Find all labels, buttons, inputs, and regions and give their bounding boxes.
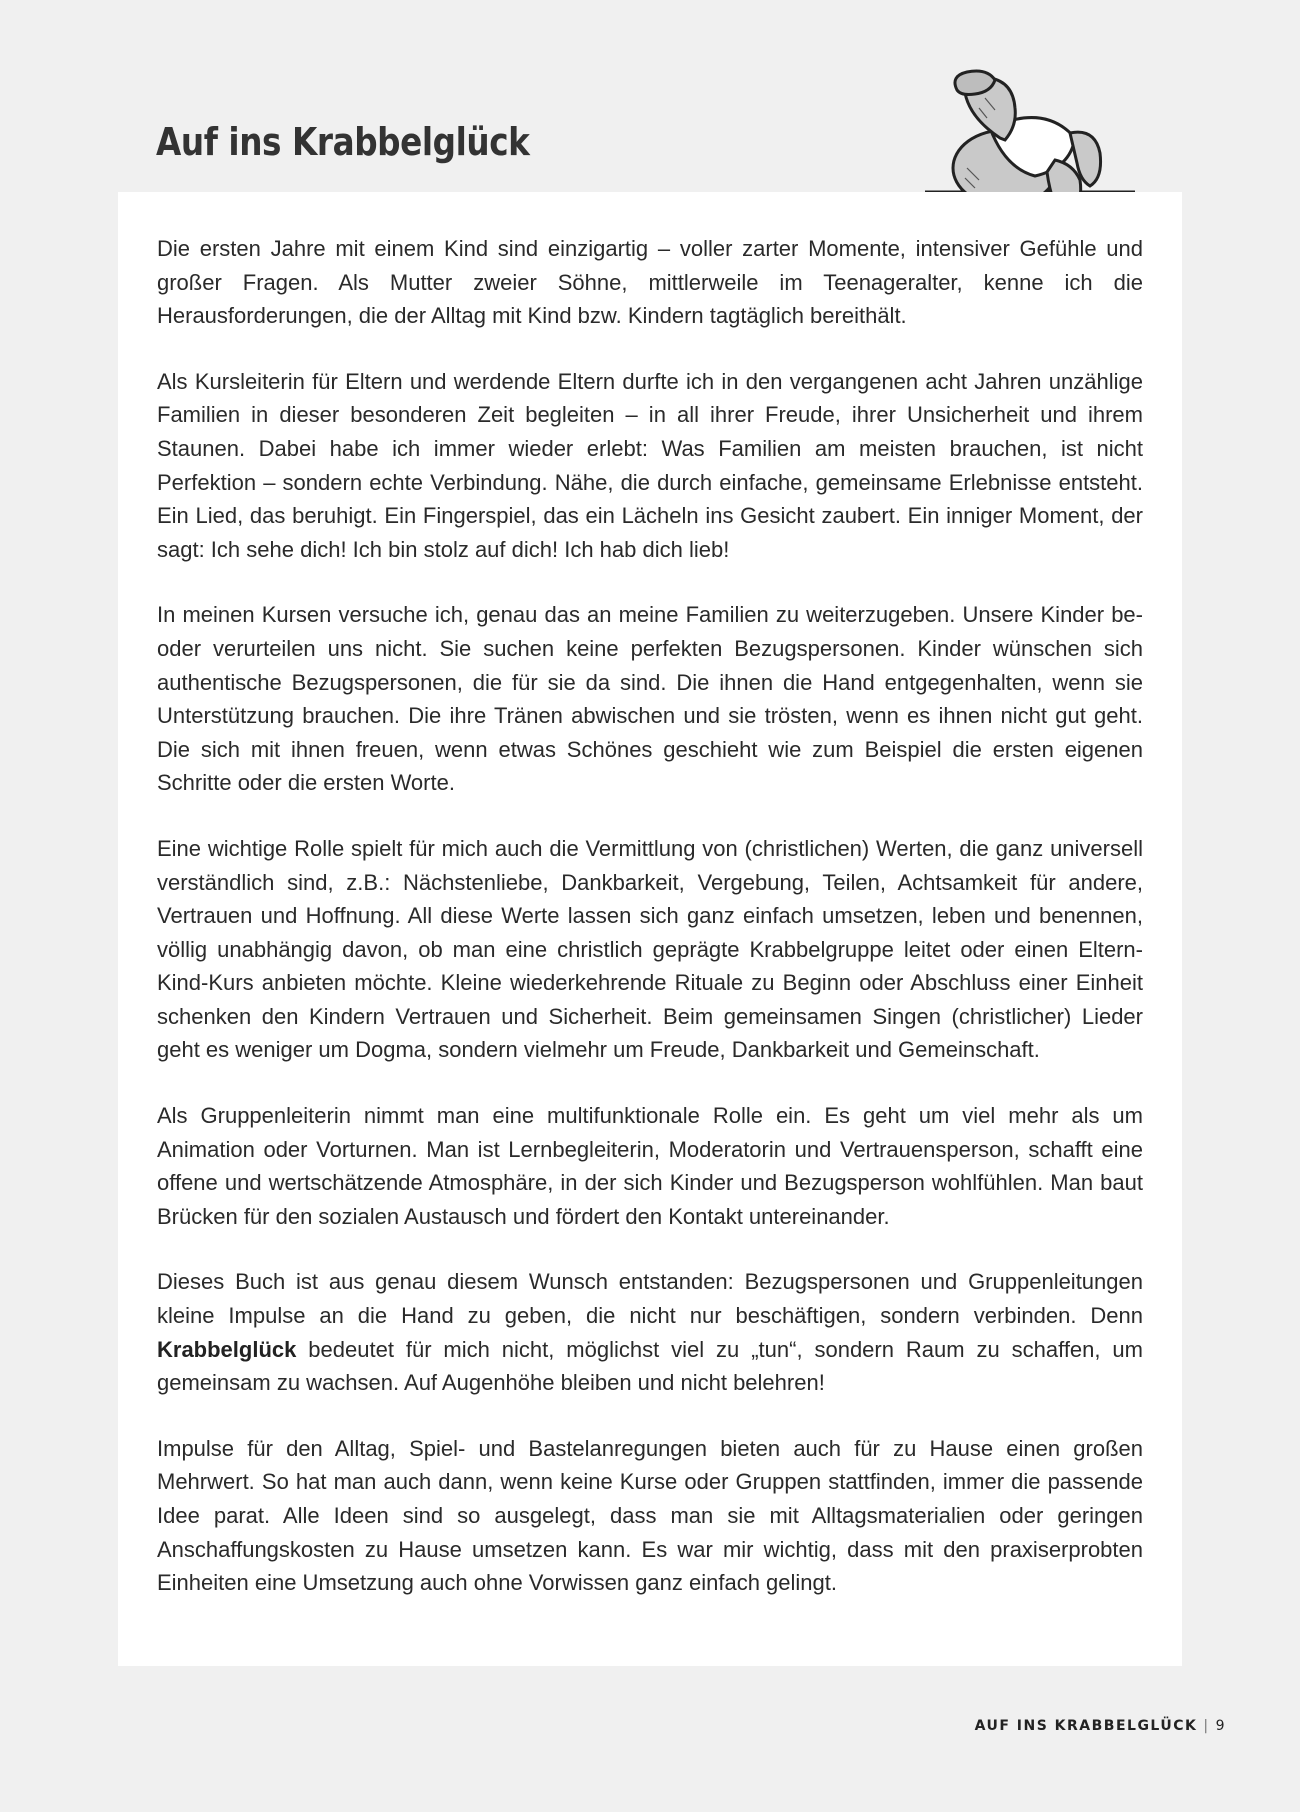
footer-separator: | xyxy=(1203,1718,1210,1734)
page-number: 9 xyxy=(1215,1718,1226,1734)
paragraph-text: Dieses Buch ist aus genau diesem Wunsch entstanden: Bezugspersonen und Gruppenleitungen kleine Impulse an die Hand zu geben, die nicht nur beschäftigen, sondern verbinden. Denn xyxy=(157,1269,1143,1329)
paragraph: Die ersten Jahre mit einem Kind sind einzigartig – voller zarter Momente, intensiver Gefühle und großer Fragen. Als Mutter zweier Söhne, mittlerweile im Teenageralter, kenne ich die Herausforderungen, die der Alltag mit Kind bzw. Kindern tagtäglich bereithält. xyxy=(157,236,1143,329)
body-text xyxy=(157,232,1143,1600)
paragraph: Impulse für den Alltag, Spiel- und Bastelanregungen bieten auch für zu Hause einen großen Mehrwert. So hat man auch dann, wenn keine Kurse oder Gruppen stattfinden, immer die passende Idee parat. Alle Ideen sind so ausgelegt, dass man sie mit Alltagsmaterialien oder geringen Anschaffungskosten zu Hause umsetzen kann. Es war mir wichtig, dass mit den praxiserprobten Einheiten eine Umsetzung auch ohne Vorwissen ganz einfach gelingt. xyxy=(157,1435,1143,1596)
paragraph: Als Kursleiterin für Eltern und werdende Eltern durfte ich in den vergangenen acht Jahren unzählige Familien in dieser besonderen Zeit begleiten – in all ihrer Freude, ihrer Unsicherheit und ihrem Staunen. Dabei habe ich immer wieder erlebt: Was Familien am meisten brauchen, ist nicht Perfektion – sondern echte Verbindung. Nähe, die durch einfache, gemeinsame Erlebnisse entsteht. Ein Lied, das beruhigt. Ein Fingerspiel, das ein Lächeln ins Gesicht zaubert. Ein inniger Moment, der sagt: Ich sehe dich! Ich bin stolz auf dich! Ich hab dich lieb! xyxy=(157,368,1143,562)
paragraph: Eine wichtige Rolle spielt für mich auch die Vermittlung von (christlichen) Werten, die ganz universell verständlich sind, z.B.: Nächstenliebe, Dankbarkeit, Vergebung, Teilen, Achtsamkeit für andere, Vertrauen und Hoffnung. All diese Werte lassen sich ganz einfach umsetzen, leben und benennen, völlig unabhängig davon, ob man eine christlich geprägte Krabbelgruppe leitet oder einen Eltern-Kind-Kurs anbieten möchte. Kleine wiederkehrende Rituale zu Beginn oder Abschluss einer Einheit schenken den Kindern Vertrauen und Sicherheit. Beim gemeinsamen Singen (christlicher) Lieder geht es weniger um Dogma, sondern vielmehr um Freude, Dankbarkeit und Gemeinschaft. xyxy=(157,835,1143,1063)
paragraph: Als Gruppenleiterin nimmt man eine multifunktionale Rolle ein. Es geht um viel mehr als um Animation oder Vorturnen. Man ist Lernbegleiterin, Moderatorin und Vertrauensperson, schafft eine offene und wertschätzende Atmosphäre, in der sich Kinder und Bezugsperson wohlfühlen. Man baut Brücken für den sozialen Austausch und fördert den Kontakt untereinander. xyxy=(157,1103,1143,1229)
paragraph-text: bedeutet für mich nicht, möglichst viel zu „tun“, sondern Raum zu schaffen, um gemeinsam zu wachsen. Auf Augenhöhe bleiben und nicht belehren! xyxy=(157,1336,1143,1396)
paragraph: In meinen Kursen versuche ich, genau das an meine Familien zu weiterzugeben. Unsere Kinder be- oder verurteilen uns nicht. Sie suchen keine perfekten Bezugspersonen. Kinder wünschen sich authentische Bezugspersonen, die für sie da sind. Die ihnen die Hand entgegenhalten, wenn sie Unterstützung brauchen. Die ihre Tränen abwischen und sie trösten, wenn es ihnen nicht gut geht. Die sich mit ihnen freuen, wenn etwas Schönes geschieht wie zum Beispiel die ersten eigenen Schritte oder die ersten Worte. xyxy=(157,602,1143,796)
running-title: AUF INS KRABBELGLÜCK xyxy=(974,1718,1198,1734)
paragraph xyxy=(157,1265,1143,1399)
book-title-emphasis: Krabbelglück xyxy=(157,1336,297,1362)
page-footer xyxy=(975,1718,1226,1734)
page-title: Auf ins Krabbelglück xyxy=(156,120,530,164)
